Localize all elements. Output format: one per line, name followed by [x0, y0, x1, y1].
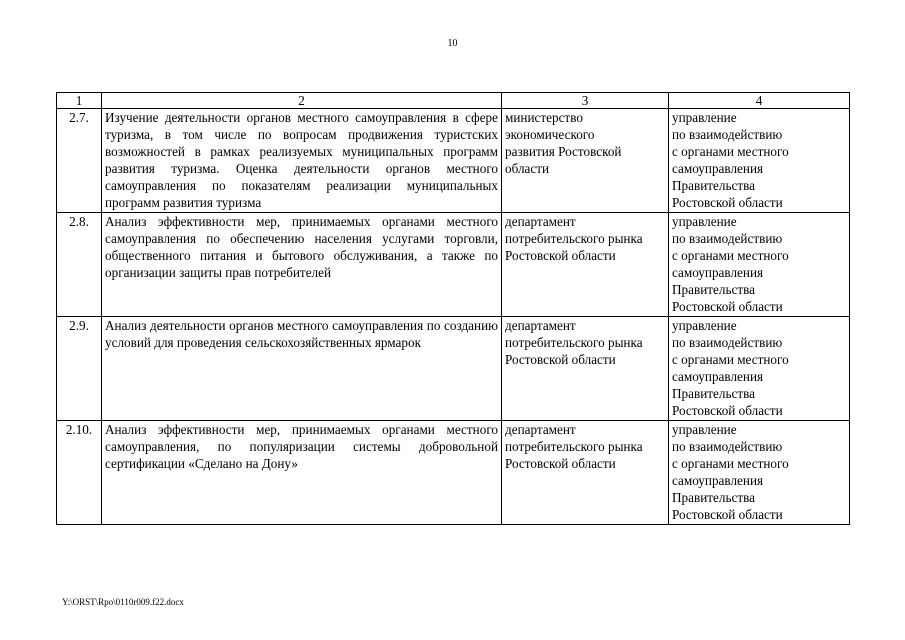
file-path-footer: Y:\ORST\Rpo\0110r009.f22.docx: [62, 597, 184, 607]
row-description: Изучение деятельности органов местного самоуправления в сфере туризма, в том числе по вопросам продвижения туристских возможностей в рамках реализуемых муниципальных программ развития туризма. Оценка деятельности органов местного самоуправления по показателям реализации муниципальных программ развития туризма: [102, 109, 502, 213]
row-number: 2.8.: [57, 213, 102, 317]
table-row: [57, 421, 850, 525]
row-responsible: министерство экономического развития Ростовской области: [502, 109, 669, 213]
header-col-1: 1: [57, 93, 102, 109]
header-col-4: 4: [669, 93, 850, 109]
row-description: Анализ эффективности мер, принимаемых органами местного самоуправления по обеспечению населения услугами торговли, общественного питания и бытового обслуживания, а также по организации защиты прав потребителей: [102, 213, 502, 317]
row-number: 2.7.: [57, 109, 102, 213]
row-responsible: департамент потребительского рынка Ростовской области: [502, 213, 669, 317]
header-col-3: 3: [502, 93, 669, 109]
header-col-2: 2: [102, 93, 502, 109]
row-number: 2.10.: [57, 421, 102, 525]
row-responsible: департамент потребительского рынка Ростовской области: [502, 317, 669, 421]
page-number: 10: [447, 38, 458, 49]
plan-table: [56, 92, 850, 525]
row-description: Анализ эффективности мер, принимаемых органами местного самоуправления, по популяризации системы добровольной сертификации «Сделано на Дону»: [102, 421, 502, 525]
row-co-executor: управление по взаимодействию с органами местного самоуправления Правительства Ростовской области: [669, 421, 850, 525]
table-header-row: [57, 93, 850, 109]
row-responsible: департамент потребительского рынка Ростовской области: [502, 421, 669, 525]
row-number: 2.9.: [57, 317, 102, 421]
row-co-executor: управление по взаимодействию с органами местного самоуправления Правительства Ростовской области: [669, 317, 850, 421]
row-co-executor: управление по взаимодействию с органами местного самоуправления Правительства Ростовской области: [669, 213, 850, 317]
row-description: Анализ деятельности органов местного самоуправления по созданию условий для проведения сельскохозяйственных ярмарок: [102, 317, 502, 421]
row-co-executor: управление по взаимодействию с органами местного самоуправления Правительства Ростовской области: [669, 109, 850, 213]
table-row: [57, 109, 850, 213]
table-row: [57, 213, 850, 317]
table-row: [57, 317, 850, 421]
